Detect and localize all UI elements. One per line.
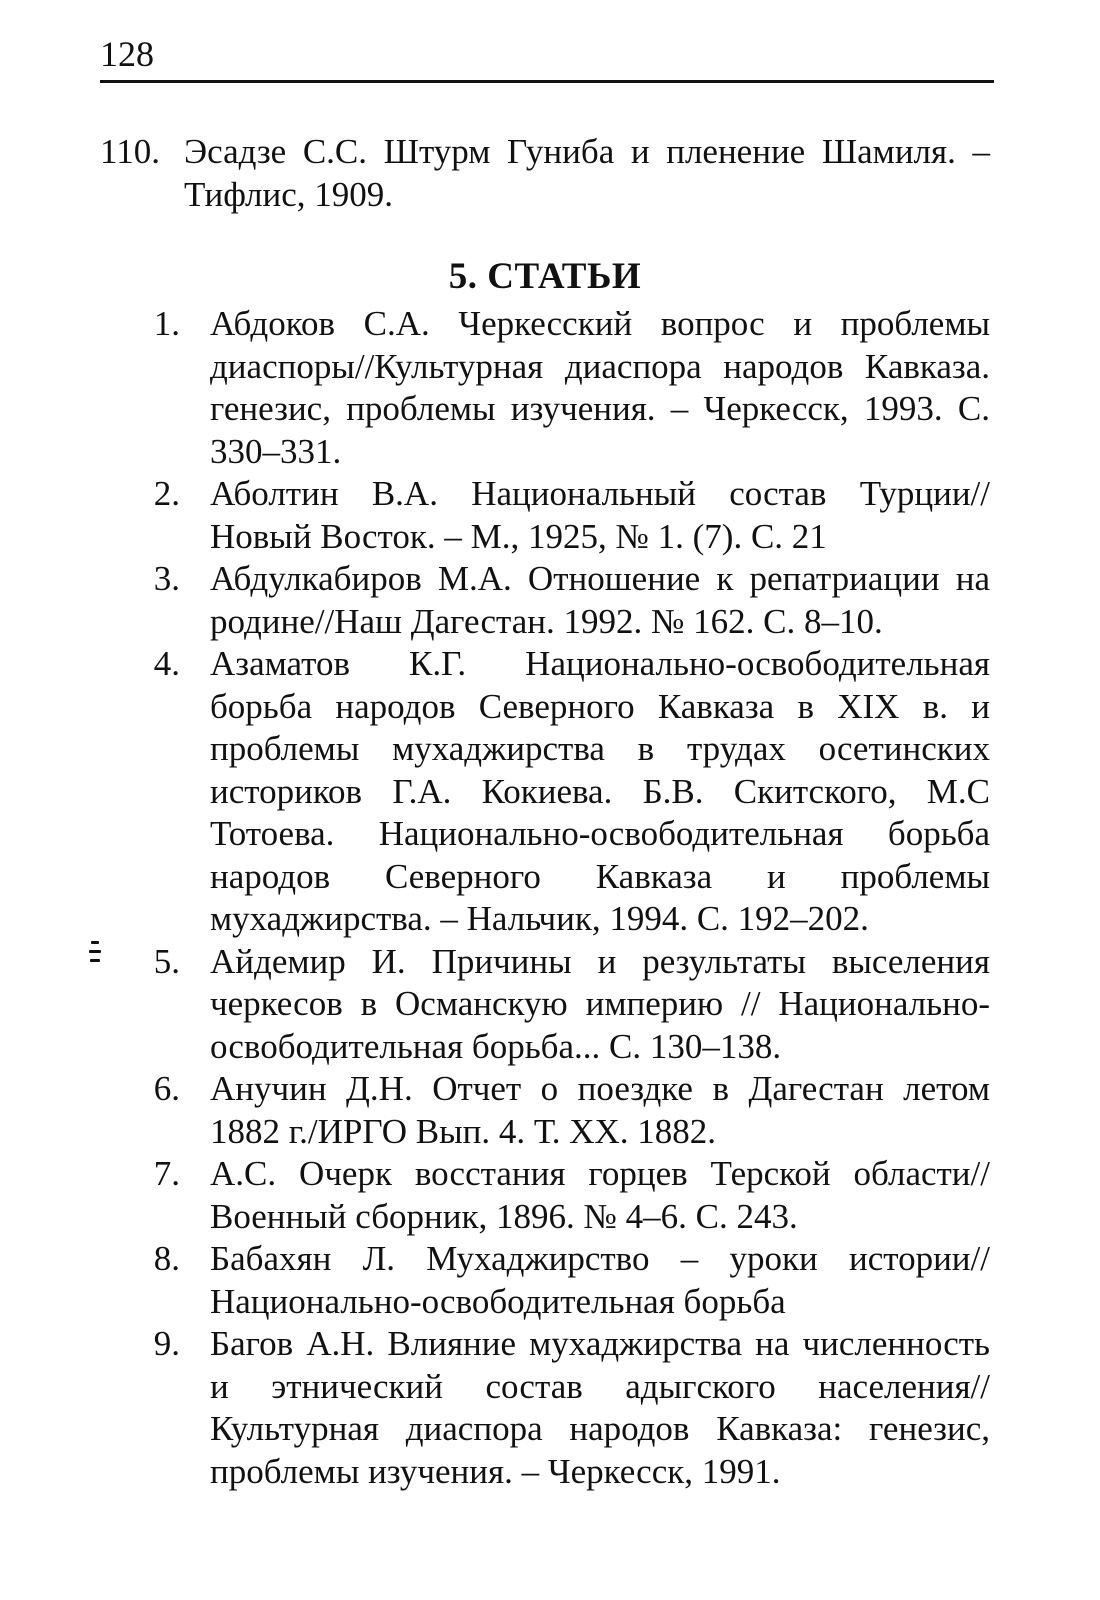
entry-text: Багов А.Н. Влияние мухаджирства на численность и этнический состав адыгского населения//Культурная диаспора народов Кавказа: генезис, проблемы изучения. – Черкесск, 1991. (210, 1324, 990, 1491)
entry-text: Айдемир И. Причины и результаты выселения черкесов в Османскую империю // Национально-освободительная борьба... С. 130–138. (210, 941, 990, 1066)
entry-text: Бабахян Л. Мухаджирство – уроки истории//Национально-освободительная борьба (210, 1239, 990, 1321)
entry-text: Азаматов К.Г. Национально-освободительная борьба народов Северного Кавказа в XIX в. и проблемы мухаджирства в трудах осетинских историков Г.А. Кокиева. Б.В. Скитского, М.С Тотоева. Национально-освободительная борьба народов Северного Кавказа и проблемы мухаджирства. – Нальчик, 1994. С. 192–202. (210, 644, 990, 938)
bibliography-entry-110 (100, 130, 990, 220)
article-entry-9 (130, 1323, 990, 1493)
entry-text: Анучин Д.Н. Отчет о поездке в Дагестан летом 1882 г./ИРГО Вып. 4. Т. XX. 1882. (210, 1069, 990, 1151)
entry-number: 7. (153, 1154, 180, 1193)
article-entry-7 (130, 1153, 990, 1238)
articles-list (130, 303, 990, 1493)
entry-text: А.С. Очерк восстания горцев Терской области//Военный сборник, 1896. № 4–6. С. 243. (210, 1154, 990, 1236)
entry-number: 2. (153, 474, 180, 513)
article-entry-2 (130, 473, 990, 558)
entry-number: 4. (153, 644, 180, 683)
entry-number: 5. (153, 941, 180, 981)
section-heading: 5. СТАТЬИ (448, 256, 642, 297)
entry-text: Эсадзе С.С. Штурм Гуниба и пленение Шамиля. – Тифлис, 1909. (184, 132, 990, 214)
entry-number: 3. (153, 559, 180, 598)
article-entry-1 (130, 303, 990, 473)
header-rule (100, 80, 994, 83)
article-entry-6 (130, 1068, 990, 1153)
entry-text: Абдулкабиров М.А. Отношение к репатриации на родине//Наш Дагестан. 1992. № 162. С. 8–10. (210, 559, 990, 641)
entry-text: Абдоков С.А. Черкесский вопрос и проблемы диаспоры//Культурная диаспора народов Кавказа. генезис, проблемы изучения. – Черкесск, 1993. С. 330–331. (210, 304, 990, 471)
margin-pencil-mark (88, 935, 102, 965)
article-entry-3 (130, 558, 990, 643)
article-entry-5 (130, 941, 990, 1069)
article-entry-8 (130, 1238, 990, 1323)
entry-number: 6. (153, 1069, 180, 1108)
entry-number: 8. (153, 1239, 180, 1278)
page-number: 128 (100, 34, 154, 74)
entry-number: 1. (153, 304, 180, 343)
article-entry-4 (130, 643, 990, 941)
entry-text: Аболтин В.А. Национальный состав Турции//Новый Восток. – М., 1925, № 1. (7). С. 21 (210, 474, 990, 556)
entry-number: 9. (153, 1324, 180, 1363)
entry-number: 110. (100, 132, 160, 171)
